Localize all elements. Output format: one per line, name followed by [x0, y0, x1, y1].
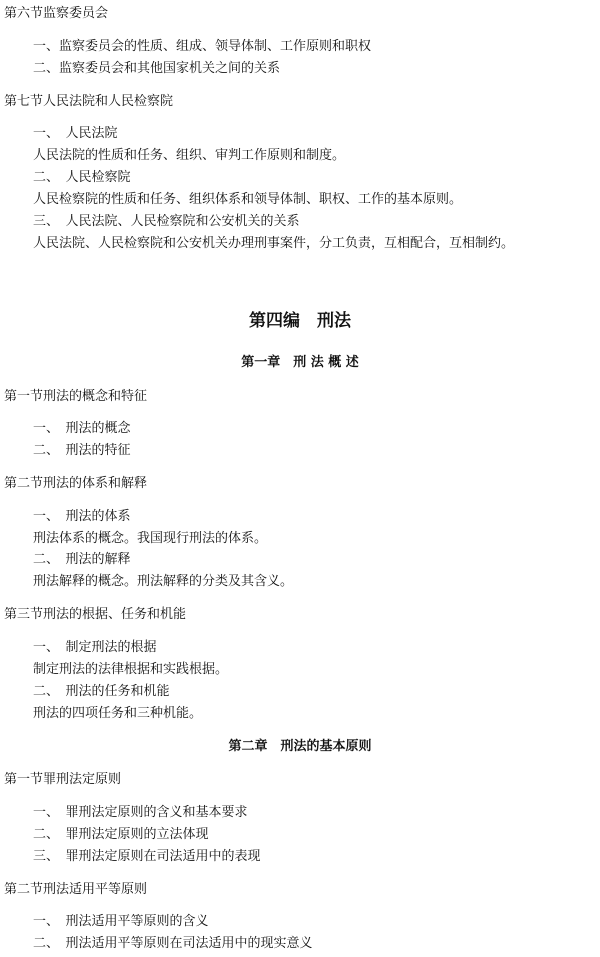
outline-text: 制定刑法的法律根据和实践根据。	[33, 662, 229, 677]
chapter-title: 第一章 刑 法 概 述	[241, 355, 359, 370]
outline-item: 二、 刑法的特征	[33, 443, 131, 458]
outline-item: 二、监察委员会和其他国家机关之间的关系	[33, 61, 281, 76]
outline-item: 一、 人民法院	[33, 126, 118, 141]
section-heading: 第二节刑法适用平等原则	[4, 882, 148, 897]
outline-text: 刑法体系的概念。我国现行刑法的体系。	[33, 531, 268, 546]
section-heading: 第六节监察委员会	[4, 6, 109, 21]
outline-item: 二、 刑法的解释	[33, 552, 131, 567]
outline-text: 刑法解释的概念。刑法解释的分类及其含义。	[33, 574, 294, 589]
outline-item: 二、 人民检察院	[33, 170, 131, 185]
outline-item: 一、 刑法的概念	[33, 421, 131, 436]
chapter-title: 第二章 刑法的基本原则	[228, 739, 372, 754]
outline-item: 二、 罪刑法定原则的立法体现	[33, 827, 209, 842]
outline-item: 一、 刑法的体系	[33, 509, 131, 524]
outline-item: 一、 刑法适用平等原则的含义	[33, 914, 209, 929]
section-heading: 第二节刑法的体系和解释	[4, 476, 148, 491]
outline-item: 三、 罪刑法定原则在司法适用中的表现	[33, 849, 261, 864]
section-heading: 第七节人民法院和人民检察院	[4, 94, 174, 109]
outline-text: 刑法的四项任务和三种机能。	[33, 706, 203, 721]
part-title: 第四编 刑法	[249, 311, 351, 331]
outline-item: 一、 制定刑法的根据	[33, 640, 157, 655]
outline-item: 一、监察委员会的性质、组成、领导体制、工作原则和职权	[33, 39, 372, 54]
outline-item: 二、 刑法的任务和机能	[33, 684, 170, 699]
outline-item: 一、 罪刑法定原则的含义和基本要求	[33, 805, 248, 820]
outline-text: 人民法院、人民检察院和公安机关办理刑事案件，分工负责，互相配合，互相制约。	[33, 236, 515, 251]
section-heading: 第三节刑法的根据、任务和机能	[4, 607, 187, 622]
section-heading: 第一节罪刑法定原则	[4, 772, 122, 787]
section-heading: 第一节刑法的概念和特征	[4, 389, 148, 404]
outline-item: 二、 刑法适用平等原则在司法适用中的现实意义	[33, 936, 313, 951]
outline-text: 人民检察院的性质和任务、组织体系和领导体制、职权、工作的基本原则。	[33, 192, 463, 207]
outline-text: 人民法院的性质和任务、组织、审判工作原则和制度。	[33, 148, 346, 163]
outline-item: 三、 人民法院、人民检察院和公安机关的关系	[33, 214, 300, 229]
